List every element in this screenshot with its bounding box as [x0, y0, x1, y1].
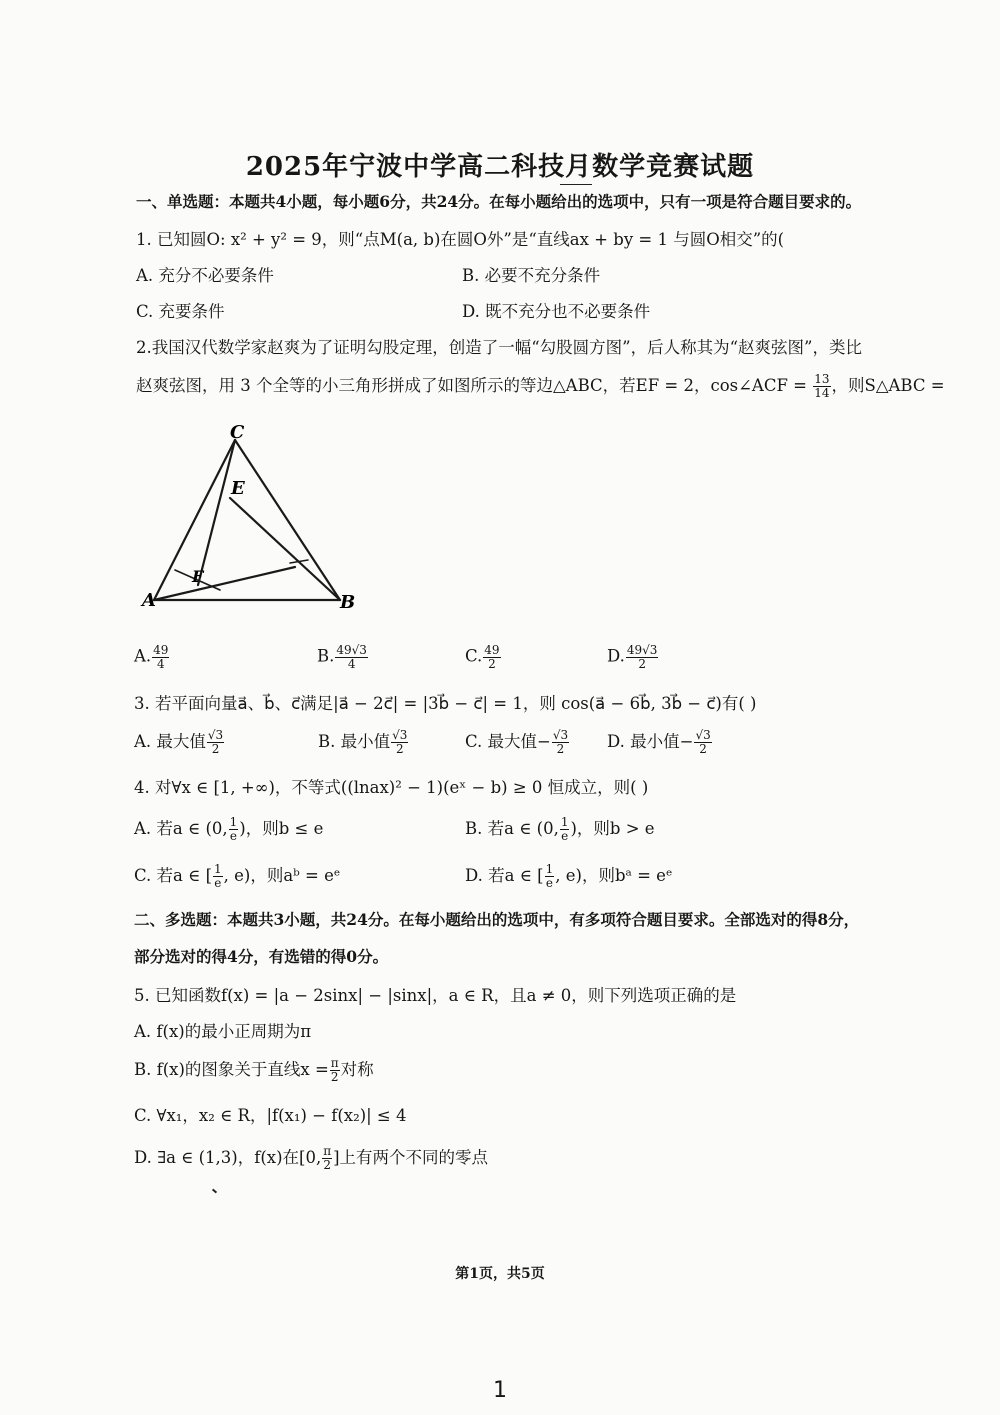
scan-mark: [560, 184, 592, 185]
q3-d-den: 2: [699, 742, 707, 756]
q4-a-num: 1: [229, 815, 238, 830]
q2-a-num: 49: [153, 643, 169, 657]
page-footer: 第1页，共5页: [455, 1266, 545, 1282]
q1-option-d[interactable]: D. 既不充分也不必要条件: [462, 302, 651, 321]
q5-d-pre: D. ∃a ∈ (1,3)，f(x)在[0,: [134, 1148, 322, 1167]
q2-option-b[interactable]: [317, 644, 369, 670]
q4-option-b[interactable]: [465, 815, 655, 843]
q2-option-b-label: B.: [317, 646, 335, 666]
q2-option-a-label: A.: [134, 646, 152, 666]
q3-option-d-label: D. 最小值−: [607, 732, 694, 751]
q5-d-post: ]上有两个不同的零点: [333, 1148, 489, 1167]
q2-option-d-label: D.: [607, 646, 625, 666]
section1-header: 一、单选题：本题共4小题，每小题6分，共24分。在每小题给出的选项中，只有一项是符合题目要求的。: [136, 192, 862, 211]
q3-a-num: √3: [207, 728, 224, 743]
q4-c-pre: C. 若a ∈ [: [134, 866, 213, 885]
q4-b-den: e: [561, 829, 569, 843]
q2-c-den: 2: [488, 656, 496, 671]
q3-option-b-label: B. 最小值: [318, 732, 391, 751]
q4-a-post: )，则b ≤ e: [239, 819, 324, 838]
section2-header-line1: 二、多选题：本题共3小题，共24分。在每小题给出的选项中，有多项符合题目要求。全部选对的得8分，: [134, 910, 860, 929]
q2-a-den: 4: [156, 656, 165, 671]
q5-option-a[interactable]: A. f(x)的最小正周期为π: [134, 1022, 312, 1041]
q4-d-den: e: [545, 876, 553, 890]
q4-a-pre: A. 若a ∈ (0,: [134, 819, 228, 838]
q3-stem: 3. 若平面向量a⃗、b⃗、c⃗满足|a⃗ − 2c⃗| = |3b⃗ − c⃗| = 1，则 cos(a⃗ − 6b⃗, 3b⃗ − c⃗)有( ): [134, 694, 757, 713]
q1-option-b[interactable]: B. 必要不充分条件: [462, 266, 601, 285]
q3-option-a-label: A. 最大值: [134, 732, 206, 751]
q4-d-pre: D. 若a ∈ [: [465, 866, 544, 885]
label-a: A: [142, 590, 156, 611]
q4-b-post: )，则b > e: [570, 819, 655, 838]
q3-option-b[interactable]: [318, 728, 409, 756]
q4-c-den: e: [214, 876, 222, 890]
q4-c-post: , e)，则aᵇ = eᵉ: [223, 866, 341, 885]
q5-d-num: π: [323, 1144, 332, 1159]
q2-cos-den: 14: [814, 386, 830, 400]
q2-cos-fraction: [813, 373, 830, 399]
cevian-be: [230, 498, 340, 600]
q5-option-d[interactable]: [134, 1144, 488, 1172]
q2-d-den: 2: [638, 656, 646, 671]
q5-b-num: π: [330, 1056, 339, 1071]
label-b: B: [340, 592, 356, 613]
q3-option-c-label: C. 最大值−: [465, 732, 551, 751]
q2-stem-text-a: 赵爽弦图，用 3 个全等的小三角形拼成了如图所示的等边△ABC，若EF = 2，cos∠ACF =: [136, 376, 807, 395]
scan-mark: [212, 1189, 217, 1194]
q5-b-den: 2: [330, 1070, 339, 1084]
q4-a-den: e: [229, 829, 238, 843]
q4-d-num: 1: [545, 862, 554, 877]
edge-bc: [235, 440, 340, 600]
q3-b-den: 2: [395, 742, 404, 756]
q5-b-pre: B. f(x)的图象关于直线x =: [134, 1060, 329, 1079]
q2-option-c-label: C.: [465, 646, 483, 666]
section2-header-line2: 部分选对的得4分，有选错的得0分。: [134, 947, 389, 966]
page-number: 1: [493, 1378, 507, 1403]
q2-b-den: 4: [347, 656, 356, 671]
q5-d-den: 2: [323, 1158, 331, 1172]
q2-cos-num: 13: [814, 372, 830, 387]
q1-option-a[interactable]: A. 充分不必要条件: [136, 266, 274, 285]
q5-option-b[interactable]: [134, 1056, 374, 1084]
q2-b-num: 49√3: [336, 643, 367, 657]
q5-b-post: 对称: [340, 1060, 374, 1079]
q4-d-post: , e)，则bᵃ = eᵉ: [555, 866, 673, 885]
q5-stem: 5. 已知函数f(x) = |a − 2sinx| − |sinx|，a ∈ R，且a ≠ 0，则下列选项正确的是: [134, 986, 737, 1005]
q3-d-num: √3: [695, 728, 711, 743]
q2-stem-line1: 2.我国汉代数学家赵爽为了证明勾股定理，创造了一幅“勾股圆方图”，后人称其为“赵爽弦图”，类比: [136, 338, 862, 357]
q3-option-a[interactable]: [134, 728, 225, 756]
q4-c-num: 1: [214, 862, 222, 877]
q2-d-num: 49√3: [626, 643, 658, 657]
q4-b-pre: B. 若a ∈ (0,: [465, 819, 559, 838]
q3-a-den: 2: [211, 742, 220, 756]
q5-option-c[interactable]: C. ∀x₁，x₂ ∈ R，|f(x₁) − f(x₂)| ≤ 4: [134, 1106, 407, 1125]
q3-c-den: 2: [556, 742, 565, 756]
q2-c-num: 49: [484, 643, 500, 657]
page-title: 2025年宁波中学高二科技月数学竞赛试题: [245, 152, 755, 182]
q2-stem-line2: [136, 372, 945, 400]
q4-stem: 4. 对∀x ∈ [1, +∞)，不等式((lnax)² − 1)(eˣ − b) ≥ 0 恒成立，则( ): [134, 778, 649, 797]
q4-option-c[interactable]: [134, 862, 340, 890]
q2-option-d[interactable]: [607, 644, 659, 670]
q4-option-d[interactable]: [465, 862, 672, 890]
cevian-ad: [154, 567, 295, 600]
q3-option-c[interactable]: [465, 728, 570, 756]
q2-triangle-figure: [130, 420, 370, 620]
cevian-cf: [198, 440, 235, 585]
label-f: F: [192, 567, 204, 586]
q4-b-num: 1: [560, 815, 569, 830]
q2-option-a[interactable]: [134, 644, 170, 670]
q2-option-c[interactable]: [465, 644, 502, 670]
q2-stem-text-b: ，则S△ABC =: [831, 376, 945, 395]
q1-option-c[interactable]: C. 充要条件: [136, 302, 225, 321]
q1-stem: 1. 已知圆O: x² + y² = 9，则“点M(a, b)在圆O外”是“直线ax + by = 1 与圆O相交”的(: [136, 230, 785, 249]
label-e: E: [231, 478, 245, 499]
q3-c-num: √3: [552, 728, 569, 743]
q3-option-d[interactable]: [607, 728, 713, 756]
q4-option-a[interactable]: [134, 815, 323, 843]
label-c: C: [230, 422, 245, 443]
q3-b-num: √3: [392, 728, 408, 743]
